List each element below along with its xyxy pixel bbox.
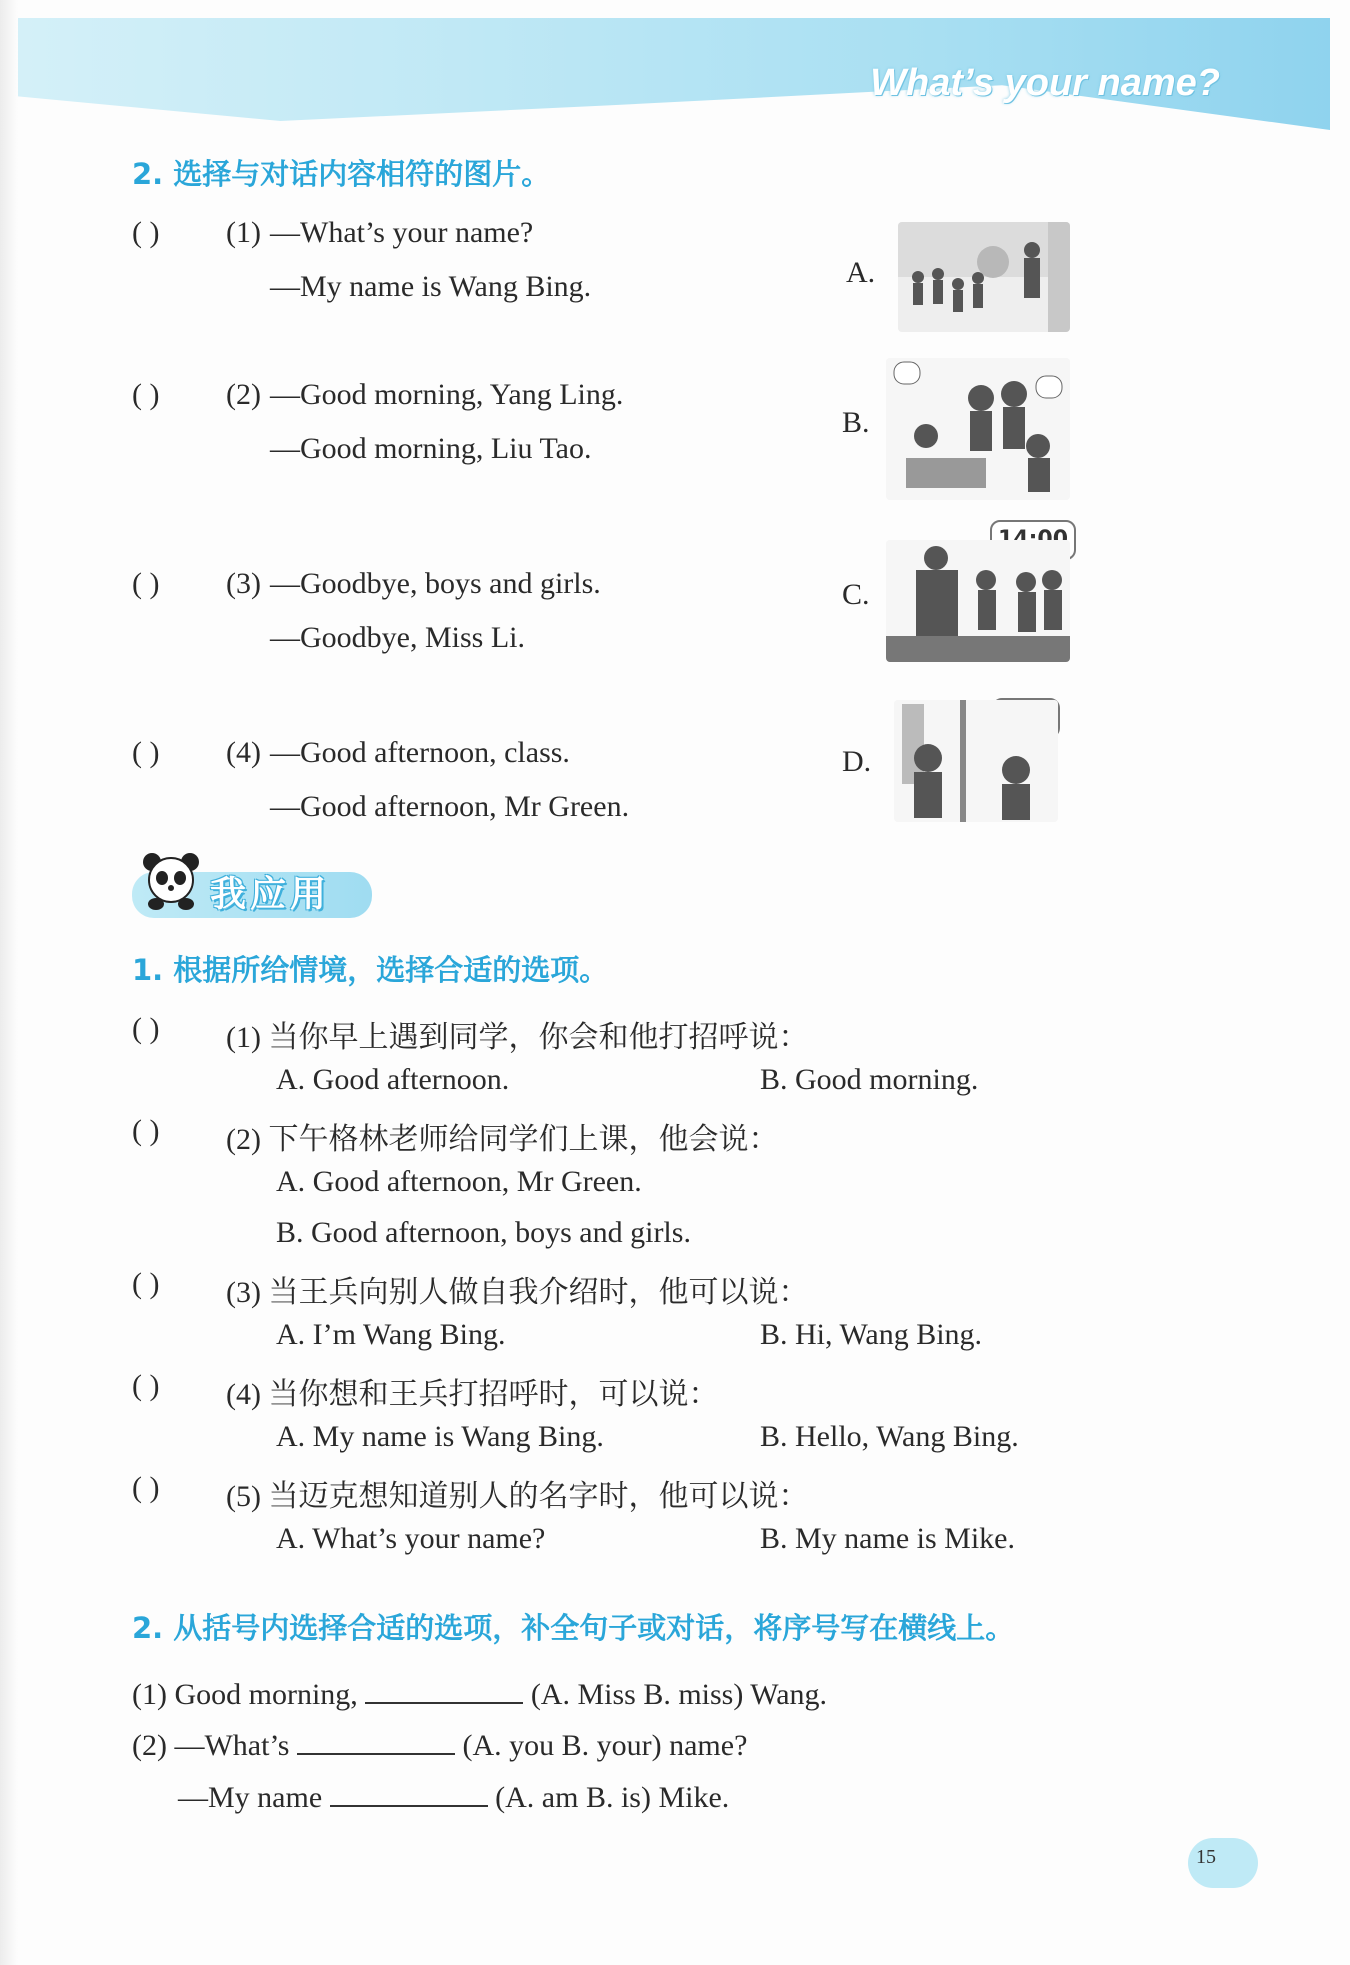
section-heading: 2. 从括号内选择合适的选项，补全句子或对话，将序号写在横线上。	[132, 1611, 1015, 1645]
sentence-options: (A. Miss B. miss) Wang.	[530, 1678, 828, 1711]
picture-c	[886, 540, 1070, 662]
answer-paren[interactable]: ( )	[132, 1012, 160, 1045]
question-prompt: (1) 当你早上遇到同学，你会和他打招呼说：	[226, 1021, 809, 1054]
question-prompt: (4) 当你想和王兵打招呼时，可以说：	[226, 1378, 719, 1411]
picture-label: B.	[842, 406, 870, 439]
answer-paren[interactable]: ( )	[132, 216, 160, 249]
sentence-start: (1) Good morning,	[132, 1678, 358, 1711]
sentence-options: (A. am B. is) Mike.	[495, 1781, 730, 1814]
option-a: A. I’m Wang Bing.	[276, 1318, 506, 1351]
option-b: B. My name is Mike.	[760, 1522, 1015, 1555]
fill-line-3	[178, 1777, 729, 1815]
picture-label: A.	[846, 256, 876, 289]
apply-title: 我应用	[210, 874, 331, 915]
section-heading: 1. 根据所给情境，选择合适的选项。	[132, 953, 609, 987]
option-a: A. Good afternoon.	[276, 1063, 510, 1096]
answer-blank[interactable]	[365, 1674, 523, 1704]
sentence-start: —My name	[178, 1781, 323, 1814]
dialogue-line: —Goodbye, Miss Li.	[270, 621, 525, 654]
option-b: B. Hello, Wang Bing.	[760, 1420, 1019, 1453]
answer-paren[interactable]: ( )	[132, 1471, 160, 1504]
dialogue-line: —Good afternoon, Mr Green.	[270, 790, 630, 823]
question-prompt: (5) 当迈克想知道别人的名字时，他可以说：	[226, 1480, 809, 1513]
sentence-options: (A. you B. your) name?	[462, 1729, 748, 1762]
answer-blank[interactable]	[297, 1725, 455, 1755]
answer-paren[interactable]: ( )	[132, 1369, 160, 1402]
picture-a	[898, 222, 1070, 332]
dialogue-line: —Good morning, Liu Tao.	[270, 432, 592, 465]
dialogue-line: —Good afternoon, class.	[270, 736, 570, 769]
section-heading: 2. 选择与对话内容相符的图片。	[132, 157, 551, 191]
answer-paren[interactable]: ( )	[132, 567, 160, 600]
dialogue-line: —Goodbye, boys and girls.	[270, 567, 601, 600]
answer-paren[interactable]: ( )	[132, 1267, 160, 1300]
header-title: What’s your name?	[870, 62, 1220, 104]
option-a: A. My name is Wang Bing.	[276, 1420, 604, 1453]
page-edge	[0, 0, 18, 1965]
option-a: A. Good afternoon, Mr Green.	[276, 1165, 642, 1198]
fill-line-2	[132, 1725, 747, 1763]
answer-paren[interactable]: ( )	[132, 736, 160, 769]
dialogue-line: —My name is Wang Bing.	[270, 270, 592, 303]
answer-blank[interactable]	[330, 1777, 488, 1807]
answer-paren[interactable]: ( )	[132, 378, 160, 411]
fill-line-1	[132, 1674, 827, 1712]
option-b: B. Hi, Wang Bing.	[760, 1318, 983, 1351]
picture-label: C.	[842, 578, 870, 611]
question-prompt: (3) 当王兵向别人做自我介绍时，他可以说：	[226, 1276, 809, 1309]
item-number: (2)	[226, 378, 261, 411]
sentence-start: (2) —What’s	[132, 1729, 290, 1762]
option-b: B. Good afternoon, boys and girls.	[276, 1216, 691, 1249]
panda-icon	[140, 850, 202, 912]
option-a: A. What’s your name?	[276, 1522, 546, 1555]
item-number: (4)	[226, 736, 261, 769]
dialogue-line: —Good morning, Yang Ling.	[270, 378, 624, 411]
picture-b	[886, 358, 1070, 500]
item-number: (1)	[226, 216, 261, 249]
page-number: 15	[1196, 1846, 1216, 1868]
picture-label: D.	[842, 745, 872, 778]
answer-paren[interactable]: ( )	[132, 1114, 160, 1147]
question-prompt: (2) 下午格林老师给同学们上课，他会说：	[226, 1123, 779, 1156]
option-b: B. Good morning.	[760, 1063, 979, 1096]
picture-d	[894, 700, 1058, 822]
item-number: (3)	[226, 567, 261, 600]
dialogue-line: —What’s your name?	[270, 216, 534, 249]
